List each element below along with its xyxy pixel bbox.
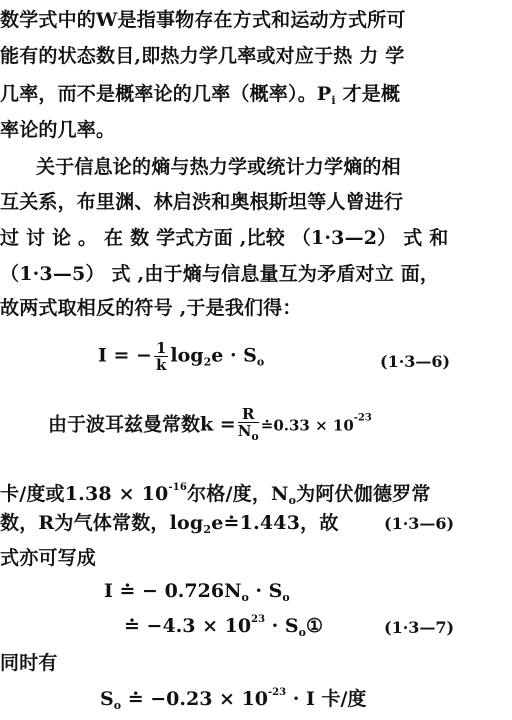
text-fragment: 由于波耳兹曼常数k = (48, 413, 236, 436)
footnote-marker: ① (305, 615, 323, 637)
superscript: -23 (268, 687, 287, 698)
text-line: 关于信息论的熵与热力学或统计力学熵的相 (36, 156, 401, 178)
subscript: i (331, 94, 336, 107)
subscript: 2 (203, 355, 212, 369)
equation-number: (1·3—6) (384, 514, 455, 533)
text-line (0, 511, 339, 542)
text-line: 同时有 (0, 652, 58, 674)
equation-1 (98, 340, 264, 373)
superscript: -23 (353, 412, 372, 424)
text-line: 式亦可写成 (0, 547, 97, 569)
fraction-numerator: 1 (155, 339, 167, 357)
equation-number: (1·3—7) (384, 618, 455, 637)
equation-2-line-1 (104, 580, 290, 604)
subscript: o (113, 699, 122, 712)
fraction (154, 340, 168, 373)
superscript: -16 (168, 482, 188, 493)
text-fragment: 才是概 (335, 83, 401, 105)
text-fragment: 几率，而不是概率论的几率（概率）。P (0, 83, 332, 105)
fraction (238, 406, 259, 445)
text-fragment: 数，R为气体常数，log (0, 512, 204, 534)
text-fragment: · S (265, 615, 299, 637)
equation-rest: e · S (211, 344, 257, 367)
text-fragment: 尔格/度，N (187, 483, 289, 505)
subscript: o (298, 626, 306, 639)
fraction-denominator: k (155, 356, 167, 374)
subscript: o (256, 355, 265, 369)
fraction-numerator: R (238, 406, 259, 423)
log-text: log (170, 344, 204, 367)
fraction-denominator: $N_o$ (237, 422, 259, 443)
text-line: （1·3—5） 式 ,由于熵与信息量互为矛盾对立 面， (0, 263, 440, 285)
text-fragment: · I 卡/度 (286, 688, 367, 710)
equation-3 (100, 684, 366, 712)
text-line: 过 讨 论 。 在 数 学式方面 ,比较 （1·3—2） 式 和 (0, 227, 449, 249)
equation-2-line-2 (124, 614, 323, 639)
text-fragment: ≐ −0.23 × 10 (121, 688, 269, 710)
text-line (0, 82, 400, 113)
text-line: 故两式取相反的符号 ,于是我们得： (0, 297, 302, 319)
subscript: o (241, 591, 249, 604)
text-line (0, 476, 431, 513)
equation-lhs: I = − (98, 344, 152, 367)
equation-number: (1·3—6) (380, 352, 451, 371)
text-fragment: · S (248, 580, 283, 602)
text-fragment: e≐1.443，故 (211, 512, 339, 534)
subscript: o (288, 494, 297, 507)
constant-value: ≐0.33 × 10 (260, 416, 354, 435)
subscript: 2 (203, 523, 212, 536)
text-fragment: ≐ −4.3 × 10 (124, 615, 252, 637)
text-line: 数学式中的W是指事物存在方式和运动方式所可 (0, 9, 406, 31)
text-fragment: I ≐ − 0.726N (104, 580, 242, 602)
text-fragment: 卡/度或1.38 × 10 (0, 483, 169, 505)
superscript: 23 (251, 614, 266, 625)
text-line: 互关系，布里渊、林启渋和奥根斯坦等人曾进行 (0, 191, 404, 213)
text-fragment: 为阿伏伽德罗常 (296, 483, 431, 505)
text-fragment: S (100, 688, 114, 710)
boltzmann-line (48, 406, 372, 445)
text-line: 率论的几率。 (0, 119, 116, 141)
subscript: o (282, 591, 290, 604)
text-line: 能有的状态数目,即热力学几率或对应于热 力 学 (0, 45, 405, 67)
